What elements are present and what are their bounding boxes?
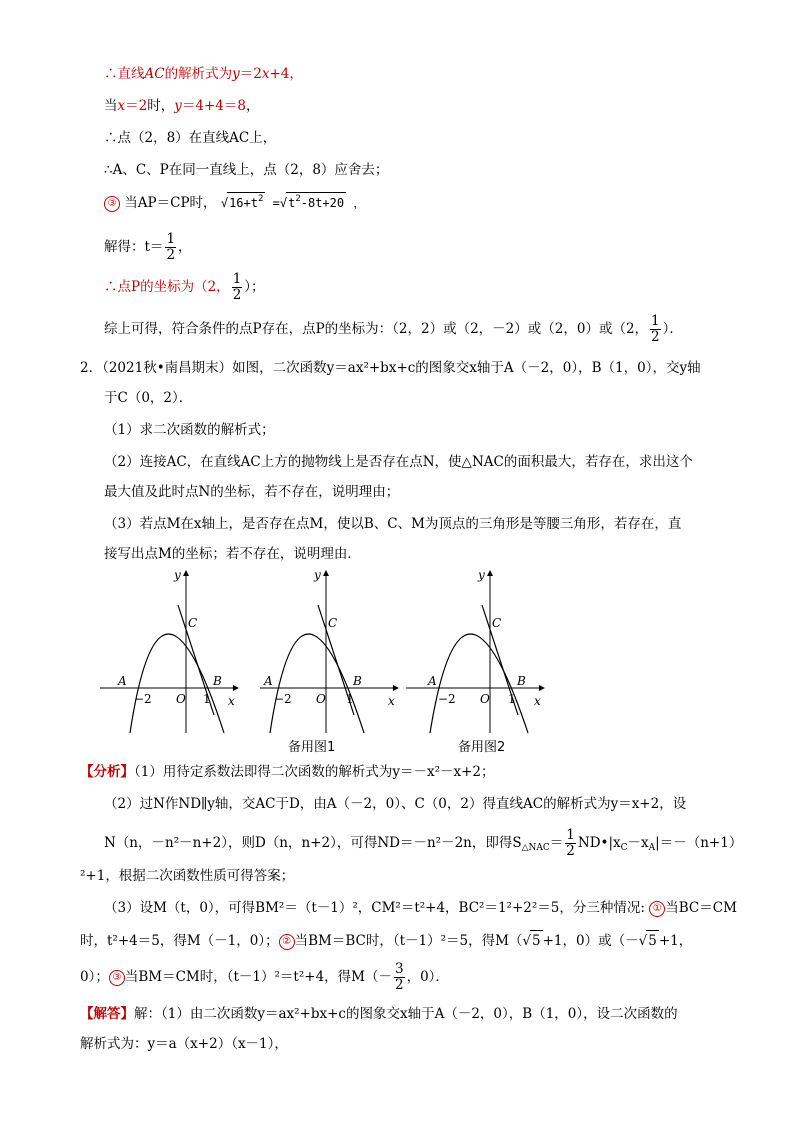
sqrt-equation: $√16+t^2 =√t^2-8t+20$ ， [221,196,366,210]
svg-text:x: x [534,694,541,708]
solution-line1: 【解答】解：（1）由二次函数y＝ax²+bx+c的图象交x轴于A（－2，0），B（1，0），设二次函数的 [80,1006,678,1022]
parabola-figure-spare-1 [256,565,406,735]
problem-2-stem-line2: 于C（0，2）． [104,390,193,406]
caption-spare-1: 备用图1 [288,740,336,755]
svg-text:1: 1 [508,692,516,706]
tick-1: 1 [203,692,211,706]
svg-text:O: O [316,692,326,706]
caption-spare-2: 备用图2 [458,740,506,755]
analysis-line3: N（n，－n²－n+2），则D（n，n+2），可得ND＝－n²－2n，即得$S_{\triangle NAC}=$ $\frac{1}{2}$ $ND•|x_C-x_A|=-(n+1)$ [104,827,743,859]
parabola-figure-main [96,565,246,735]
svg-text:1: 1 [346,692,354,706]
svg-text:A: A [428,674,437,688]
conclusion: 综上可得，符合条件的点P存在，点P的坐标为：（2，2）或（2，－2）或（2，0）或（2， $\frac{1}{2}$ ）． [104,313,683,345]
case-3-ap-cp [104,192,365,213]
x-axis-label: x [228,694,235,708]
origin-label: O [176,692,186,706]
svg-text:−2: −2 [438,692,456,706]
svg-text:y: y [478,568,485,582]
point-on-line: ∴点（2，8）在直线AC上， [104,130,277,146]
svg-text:C: C [328,616,338,630]
tick-minus-2: −2 [134,692,152,706]
case-3-text: 当AP＝CP时， [124,195,217,211]
y-axis-label: y [174,568,181,582]
svg-text:A: A [264,674,273,688]
line-ac-expression: ∴直线AC的解析式为y＝2x+4， [104,66,303,82]
svg-text:C: C [492,616,502,630]
svg-text:B: B [353,674,362,688]
svg-text:y: y [314,568,321,582]
question-3-line1: （3）若点M在x轴上，是否存在点M，使以B、C、M为顶点的三角形是等腰三角形，若存在，直 [104,516,682,532]
question-2-line2: 最大值及此时点N的坐标，若不存在，说明理由； [104,484,400,500]
analysis-line6: 时，t²+4＝5，得M（－1，0）； ② 当BM＝BC时，（t－1）²＝5，得M（√5 +1，0）或（－√5 +1， [80,930,692,951]
svg-text:O: O [480,692,490,706]
point-p-coordinate: ∴点P的坐标为（2， $\frac{1}{2}$ ）； [104,271,265,303]
svg-text:−2: −2 [274,692,292,706]
svg-text:x: x [388,694,395,708]
solve-t: 解得：t＝ $\frac{1}{2}$ ， [104,231,192,263]
analysis-line7: 0）； ③ 当BM＝CM时，（t－1）²＝t²+4，得M（－ $\frac{3}{2}$ ，0）． [80,961,449,993]
analysis-tag: 【分析】 [80,764,134,780]
case-3-marker: ③ [104,196,120,212]
parabola-figure-spare-2 [402,565,552,735]
point-c-label: C [188,616,198,630]
question-3-line2: 接写出点M的坐标；若不存在，说明理由． [104,546,361,562]
analysis-line1: 【分析】（1）用待定系数法即得二次函数的解析式为y＝－x²－x+2； [80,764,495,780]
analysis-line4: ²+1，根据二次函数性质可得答案； [80,868,295,884]
analysis-line5: （3）设M（t，0），可得BM²＝（t－1）²，CM²＝t²+4，BC²＝1²+2²＝5，分三种情况: ① 当BC＝CM [104,900,737,916]
solution-tag: 【解答】 [80,1006,134,1022]
question-1: （1）求二次函数的解析式； [104,422,275,438]
point-b-label: B [213,674,222,688]
svg-text:B: B [517,674,526,688]
analysis-line2: （2）过N作ND∥y轴，交AC于D，由A（－2，0）、C（0，2）得直线AC的解析式为y＝x+2，设 [104,796,687,812]
collinear-note: ∴A、C、P在同一直线上，点（2，8）应舍去； [104,162,389,178]
question-2-line1: （2）连接AC，在直线AC上方的抛物线上是否存在点N，使△NAC的面积最大，若存在，求出这个 [104,454,693,470]
solution-line2: 解析式为：y＝a（x+2）（x－1）， [80,1036,288,1052]
problem-2-stem-line1: 2．（2021秋•南昌期末）如图，二次函数y＝ax²+bx+c的图象交x轴于A（－2，0），B（1，0），交y轴 [80,360,701,376]
substitute-x2: 当x＝2时，y＝4+4＝8， [104,98,260,114]
point-a-label: A [118,674,127,688]
